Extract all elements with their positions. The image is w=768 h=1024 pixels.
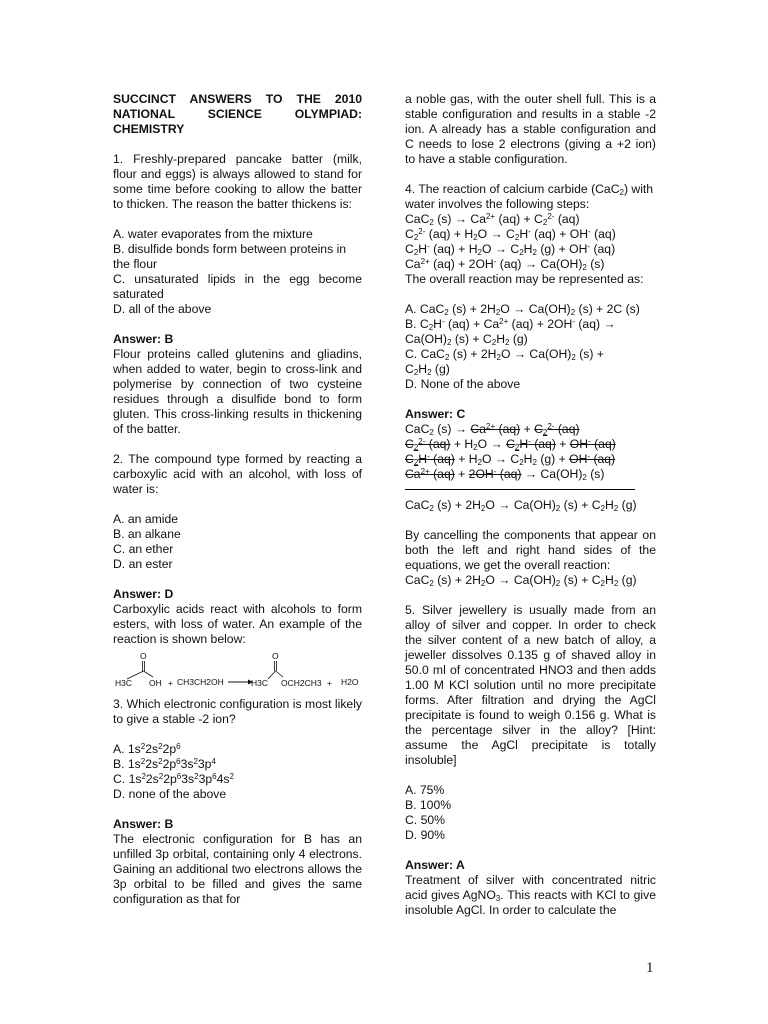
q4-overall-equation: CaC$_2$ $(s) + 2H_2O \to Ca(OH)_2$ $(s) + C_2H_2$ (g) bbox=[405, 573, 637, 588]
q4-option-b: B. $C_2H^-$ $(aq) + Ca^{2+}$ (aq) + 2OH- (aq) → $Ca(OH)_2$ $(s) + C_2H_2$ (g) bbox=[405, 317, 616, 347]
page-number: 1 bbox=[646, 960, 654, 976]
esterification-scheme bbox=[113, 649, 362, 697]
methyl-group-2: H3C bbox=[251, 678, 269, 688]
q1-answer: Answer: B bbox=[113, 332, 174, 346]
q2-option-d: D. an ester bbox=[113, 557, 173, 571]
q2-option-a: A. an amide bbox=[113, 512, 179, 526]
q3-option-c: C. $1s^22s^22p^63s^23p^64s^2$ bbox=[113, 772, 234, 786]
q4-cancel-explanation: By cancelling the components that appear on both the left and right hand sides of the equations, we get the overall reaction: bbox=[405, 528, 656, 572]
q4-cancel-2: $C_2^{2-}$ $(aq) + H_2O \to C_2H^-$ (aq) + OH- (aq) bbox=[405, 437, 616, 452]
q1-stem: 1. Freshly-prepared pancake batter (milk, flour and eggs) is always allowed to stand for some time before cooking to allow the batter to thicken. The reason the batter thickens is: bbox=[113, 152, 362, 211]
title-line-1: SUCCINCT ANSWERS TO THE 2010 bbox=[113, 92, 362, 106]
q5-option-a: A. 75% bbox=[405, 783, 445, 797]
q4-overall-intro: The overall reaction may be represented as: bbox=[405, 272, 644, 286]
water: H2O bbox=[341, 677, 359, 687]
q4-sum-equation: CaC$_2$ $(s) + 2H_2O \to Ca(OH)_2$ $(s) + C_2H_2$ (g) bbox=[405, 498, 637, 513]
q2-option-c: C. an ether bbox=[113, 542, 174, 556]
q3-option-a: A. $1s^22s^22p^6$ bbox=[113, 742, 181, 756]
left-column bbox=[113, 92, 362, 907]
q2-stem: 2. The compound type formed by reacting a carboxylic acid with an alcohol, with loss of water is: bbox=[113, 452, 362, 496]
q1-option-a: A. water evaporates from the mixture bbox=[113, 227, 313, 241]
q3-answer: Answer: B bbox=[113, 817, 174, 831]
q4-option-d: D. None of the above bbox=[405, 377, 521, 391]
sum-divider bbox=[405, 489, 635, 490]
ethoxy-group: OCH2CH3 bbox=[281, 678, 322, 688]
ethanol: CH3CH2OH bbox=[177, 677, 224, 687]
q3-option-d: D. none of the above bbox=[113, 787, 227, 801]
q1-option-b: B. disulfide bonds form between proteins in the flour bbox=[113, 242, 347, 271]
hydroxyl-group: OH bbox=[149, 678, 162, 688]
q2-answer: Answer: D bbox=[113, 587, 174, 601]
q3-stem: 3. Which electronic configuration is most likely to give a stable -2 ion? bbox=[113, 697, 362, 726]
q1-option-c: C. unsaturated lipids in the egg become saturated bbox=[113, 272, 362, 301]
q5-option-c: C. 50% bbox=[405, 813, 445, 827]
title-line-2: NATIONAL SCIENCE OLYMPIAD: bbox=[113, 107, 362, 121]
q2-option-b: B. an alkane bbox=[113, 527, 181, 541]
q4-answer: Answer: C bbox=[405, 407, 466, 421]
carbonyl-o-2: O bbox=[272, 651, 279, 661]
right-column bbox=[405, 92, 656, 918]
q4-cancel-1: CaC$_2$ $(s) \to Ca^{2+}$ $(aq) + C_2^{2-}$ (aq) bbox=[405, 422, 580, 437]
q4-step-1: CaC$_2$ $(s) \to Ca^{2+}$ $(aq) + C_2^{2-}$ (aq) bbox=[405, 212, 580, 227]
q4-step-3: $C_2H^-$ $(aq) + H_2O \to C_2H_2$ (g) + OH- (aq) bbox=[405, 242, 616, 257]
q4-option-a: A. CaC$_2$ $(s) + 2H_2O \to Ca(OH)_2$ (s) + 2C (s) bbox=[405, 302, 640, 317]
q1-option-d: D. all of the above bbox=[113, 302, 212, 316]
methyl-group-1: H3C bbox=[115, 678, 133, 688]
esterification-structure bbox=[113, 649, 363, 697]
q1-explanation: Flour proteins called glutenins and gliadins, when added to water, begin to cross-link and polymerise by connection of two cysteine residues through a disulfide bond to form gluten. This cross-linking results in thickening of the batter. bbox=[113, 347, 362, 436]
q5-stem: 5. Silver jewellery is usually made from an alloy of silver and copper. In order to check the silver content of a new batch of alloy, a jeweller dissolves 0.135 g of shaved alloy in 50.0 ml of concentrated HNO3 and then adds 1.00 M KCl solution until no more precipitate forms. After filtration and drying the AgCl precipitate is found to weigh 0.156 g. What is the percentage silver in the alloy? [Hint: assume the AgCl precipitate is totally insoluble] bbox=[405, 603, 656, 767]
q5-explanation: Treatment of silver with concentrated nitric acid gives AgNO$_3$. This reacts with KCl to give insoluble AgCl. In order to calculate the bbox=[405, 873, 656, 917]
q2-explanation: Carboxylic acids react with alcohols to form esters, with loss of water. An example of the reaction is shown below: bbox=[113, 602, 362, 646]
plus-sign-2: + bbox=[327, 678, 332, 688]
q5-option-b: B. 100% bbox=[405, 798, 452, 812]
q4-cancel-3: $C_2H^-$ $(aq) + H_2O \to C_2H_2$ (g) + OH- (aq) bbox=[405, 452, 616, 467]
plus-sign-1: + bbox=[168, 678, 173, 688]
q4-stem: 4. The reaction of calcium carbide (CaC$_2$) with water involves the following steps: bbox=[405, 182, 654, 211]
q4-option-c: C. CaC$_2$ $(s) + 2H_2O \to Ca(OH)_2$ (s) + $C_2H_2$ (g) bbox=[405, 347, 604, 377]
q3-explanation-continued: a noble gas, with the outer shell full. This is a stable configuration and results in a stable -2 ion. A already has a stable configuration and C needs to lose 2 electrons (giving a +2 ion) to have a stable configuration. bbox=[405, 92, 656, 166]
carbonyl-o-1: O bbox=[140, 651, 147, 661]
q4-step-2: $C_2^{2-}$ $(aq) + H_2O \to C_2H^-$ (aq) + OH- (aq) bbox=[405, 227, 616, 242]
q4-cancel-4: $Ca^{2+}$ (aq) + 2OH- $(aq) \to Ca(OH)_2$ (s) bbox=[405, 467, 605, 482]
q5-answer: Answer: A bbox=[405, 858, 465, 872]
q4-step-4: $Ca^{2+}$ (aq) + 2OH- $(aq) \to Ca(OH)_2$ (s) bbox=[405, 257, 605, 272]
q3-option-b: B. $1s^22s^22p^63s^23p^4$ bbox=[113, 757, 216, 771]
q5-option-d: D. 90% bbox=[405, 828, 445, 842]
title-line-3: CHEMISTRY bbox=[113, 122, 185, 136]
q3-explanation: The electronic configuration for B has an unfilled 3p orbital, containing only 4 electrons. Gaining an additional two electrons allows the 3p orbital to be filled and gives the same configuration as that for bbox=[113, 832, 362, 906]
